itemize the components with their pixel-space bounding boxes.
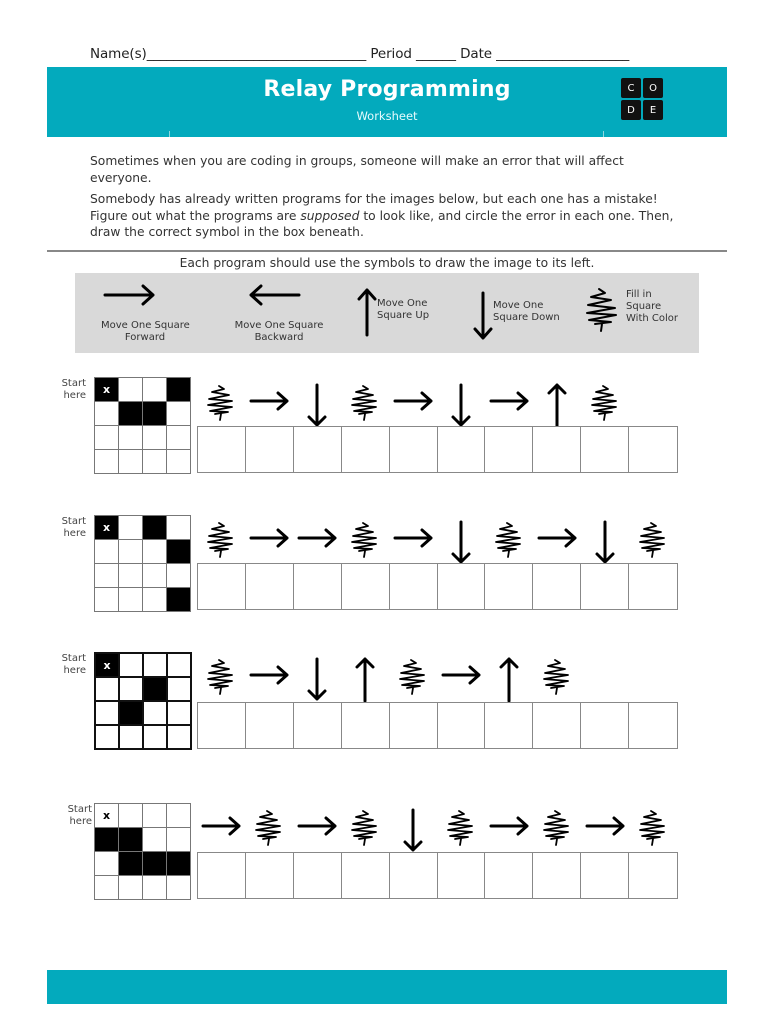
arrow-right-icon [103,283,157,307]
grid-cell-empty [168,678,190,700]
intro-p2-part1: Somebody has already written programs for the images below, but each one has a mistake! Figure out what the programs are [90,192,658,223]
answer-box[interactable] [390,853,438,898]
arrow-down-icon[interactable] [437,516,485,566]
grid-cell-empty [168,654,190,676]
grid-cell-empty [167,828,190,851]
arrow-up-icon[interactable] [485,653,533,703]
grid-cell-empty [119,804,142,827]
answer-box[interactable] [629,703,677,748]
grid-cell-empty [95,852,118,875]
answer-box[interactable] [629,427,677,472]
arrow-down-icon[interactable] [293,379,341,429]
answer-box[interactable] [390,564,438,609]
grid-cell-filled [143,516,166,539]
grid-cell-empty [143,450,166,473]
start-cell-filled: x [95,378,118,401]
grid-cell-empty [167,564,190,587]
grid-cell-empty [143,804,166,827]
grid-cell-empty [95,450,118,473]
logo-letter: E [643,100,663,120]
fill-scribble-icon[interactable] [485,516,533,566]
answer-box[interactable] [485,853,533,898]
logo-letter: D [621,100,641,120]
answer-box[interactable] [294,564,342,609]
intro-p2-emphasis: supposed [300,208,360,223]
arrow-down-icon [473,291,493,341]
legend-backward-label: Move One Square Backward [234,320,324,343]
fill-scribble-icon[interactable] [581,379,629,429]
start-cell: x [95,804,118,827]
grid-cell-empty [119,564,142,587]
grid-cell-empty [120,654,142,676]
fill-scribble-icon[interactable] [533,653,581,703]
answer-box[interactable] [533,703,581,748]
grid-cell-filled [167,852,190,875]
fill-scribble-icon [583,287,621,333]
arrow-right-icon[interactable] [245,379,293,429]
arrow-up-icon [357,287,377,337]
answer-box[interactable] [581,564,629,609]
grid-cell-empty [143,426,166,449]
answer-box[interactable] [581,427,629,472]
fill-scribble-icon[interactable] [437,804,485,854]
fill-scribble-icon[interactable] [389,653,437,703]
grid-cell-empty [96,702,118,724]
grid-cell-empty [119,876,142,899]
grid-cell-filled [167,540,190,563]
header-tick [603,131,604,137]
grid-cell-empty [167,876,190,899]
target-image-grid [94,515,191,612]
answer-box[interactable] [581,853,629,898]
legend-up-label: Move One Square Up [377,298,430,321]
grid-cell-filled [95,828,118,851]
arrow-down-icon[interactable] [293,653,341,703]
intro-paragraph-2 [90,191,680,241]
answer-box-row [197,563,678,610]
program-symbol-row [197,653,677,703]
grid-cell-empty [167,450,190,473]
grid-cell-filled [143,852,166,875]
arrow-right-icon[interactable] [293,516,341,566]
section-divider [47,250,727,252]
name-period-date-line: Name(s)_________________________________ Period ______ Date ____________________ [90,46,630,62]
answer-box[interactable] [438,853,486,898]
start-here-label: Start here [61,516,86,539]
legend-down-label: Move One Square Down [493,300,560,323]
answer-box[interactable] [390,703,438,748]
answer-box[interactable] [629,853,677,898]
grid-cell-filled [119,828,142,851]
instructions-text: Each program should use the symbols to draw the image to its left. [179,256,595,270]
grid-cell-empty [168,726,190,748]
logo-letter: O [643,78,663,98]
grid-cell-empty [96,726,118,748]
answer-box[interactable] [246,564,294,609]
arrow-right-icon[interactable] [389,516,437,566]
fill-scribble-icon[interactable] [197,379,245,429]
footer-banner [47,970,727,1004]
grid-cell-empty [143,540,166,563]
fill-scribble-icon[interactable] [341,804,389,854]
fill-scribble-icon[interactable] [341,516,389,566]
fill-scribble-icon[interactable] [533,804,581,854]
program-symbol-row [197,516,677,566]
grid-cell-empty [168,702,190,724]
grid-cell-filled [144,678,166,700]
grid-cell-empty [119,450,142,473]
start-here-label: Start here [67,804,92,827]
arrow-down-icon[interactable] [581,516,629,566]
answer-box[interactable] [533,853,581,898]
grid-cell-filled [119,852,142,875]
target-image-grid [94,803,191,900]
answer-box[interactable] [294,703,342,748]
answer-box[interactable] [246,703,294,748]
intro-text [90,153,680,246]
grid-cell-empty [167,426,190,449]
answer-box[interactable] [485,427,533,472]
start-cell-filled: x [96,654,118,676]
grid-cell-empty [95,588,118,611]
answer-box[interactable] [246,853,294,898]
program-symbol-row [197,804,677,854]
answer-box[interactable] [438,703,486,748]
arrow-right-icon[interactable] [245,653,293,703]
arrow-up-icon[interactable] [533,379,581,429]
arrow-down-icon[interactable] [437,379,485,429]
answer-box[interactable] [342,427,390,472]
answer-box[interactable] [342,853,390,898]
answer-box[interactable] [342,564,390,609]
arrow-right-icon[interactable] [485,379,533,429]
grid-cell-filled [120,702,142,724]
worksheet-title: Relay Programming [263,77,511,102]
arrow-right-icon[interactable] [437,653,485,703]
legend-fill-label: Fill in Square With Color [626,289,678,324]
grid-cell-empty [144,654,166,676]
answer-box[interactable] [246,427,294,472]
grid-cell-empty [167,516,190,539]
grid-cell-empty [120,678,142,700]
answer-box[interactable] [294,427,342,472]
grid-cell-empty [143,378,166,401]
answer-box[interactable] [629,564,677,609]
answer-box-row [197,852,678,899]
answer-box[interactable] [533,427,581,472]
grid-cell-empty [119,516,142,539]
grid-cell-empty [95,402,118,425]
grid-cell-empty [144,726,166,748]
answer-box[interactable] [438,427,486,472]
code-org-logo [621,78,665,122]
arrow-left-icon [247,283,301,307]
answer-box[interactable] [198,427,246,472]
answer-box[interactable] [198,564,246,609]
grid-cell-empty [144,702,166,724]
grid-cell-empty [96,678,118,700]
header-tick [169,131,170,137]
fill-scribble-icon[interactable] [245,804,293,854]
answer-box-row [197,426,678,473]
grid-cell-empty [119,378,142,401]
arrow-right-icon[interactable] [485,804,533,854]
intro-paragraph-1: Sometimes when you are coding in groups, someone will make an error that will affect everyone. [90,154,624,185]
grid-cell-empty [95,540,118,563]
start-here-label: Start here [61,378,86,401]
legend-forward-label: Move One Square Forward [101,320,190,343]
grid-cell-empty [95,876,118,899]
answer-box[interactable] [198,703,246,748]
grid-cell-empty [143,876,166,899]
arrow-right-icon[interactable] [293,804,341,854]
answer-box[interactable] [533,564,581,609]
target-image-grid [94,652,192,750]
arrow-right-icon[interactable] [245,516,293,566]
answer-box[interactable] [198,853,246,898]
intro-p2-part2: to look like, and circle the error in each one. Then, draw the correct symbol in the box beneath. [90,208,674,239]
arrow-right-icon[interactable] [389,379,437,429]
grid-cell-empty [143,564,166,587]
grid-cell-empty [120,726,142,748]
grid-cell-filled [119,402,142,425]
symbol-legend [75,273,699,353]
grid-cell-filled [167,588,190,611]
worksheet-subtitle: Worksheet [356,109,418,123]
answer-box-row [197,702,678,749]
fill-scribble-icon[interactable] [197,516,245,566]
fill-scribble-icon[interactable] [341,379,389,429]
arrow-right-icon[interactable] [581,804,629,854]
fill-scribble-icon[interactable] [629,804,677,854]
answer-box[interactable] [342,703,390,748]
answer-box[interactable] [438,564,486,609]
grid-cell-empty [119,540,142,563]
start-here-label: Start here [61,653,86,676]
grid-cell-empty [119,426,142,449]
grid-cell-empty [143,828,166,851]
grid-cell-empty [95,564,118,587]
start-cell-filled: x [95,516,118,539]
arrow-up-icon[interactable] [341,653,389,703]
fill-scribble-icon[interactable] [197,653,245,703]
answer-box[interactable] [581,703,629,748]
answer-box[interactable] [294,853,342,898]
grid-cell-filled [143,402,166,425]
program-symbol-row [197,379,677,429]
answer-box[interactable] [485,703,533,748]
target-image-grid [94,377,191,474]
grid-cell-filled [167,378,190,401]
grid-cell-empty [143,588,166,611]
grid-cell-empty [95,426,118,449]
answer-box[interactable] [485,564,533,609]
logo-letter: C [621,78,641,98]
arrow-right-icon[interactable] [533,516,581,566]
grid-cell-empty [167,804,190,827]
answer-box[interactable] [390,427,438,472]
grid-cell-empty [167,402,190,425]
grid-cell-empty [119,588,142,611]
fill-scribble-icon[interactable] [629,516,677,566]
arrow-right-icon[interactable] [197,804,245,854]
arrow-down-icon[interactable] [389,804,437,854]
